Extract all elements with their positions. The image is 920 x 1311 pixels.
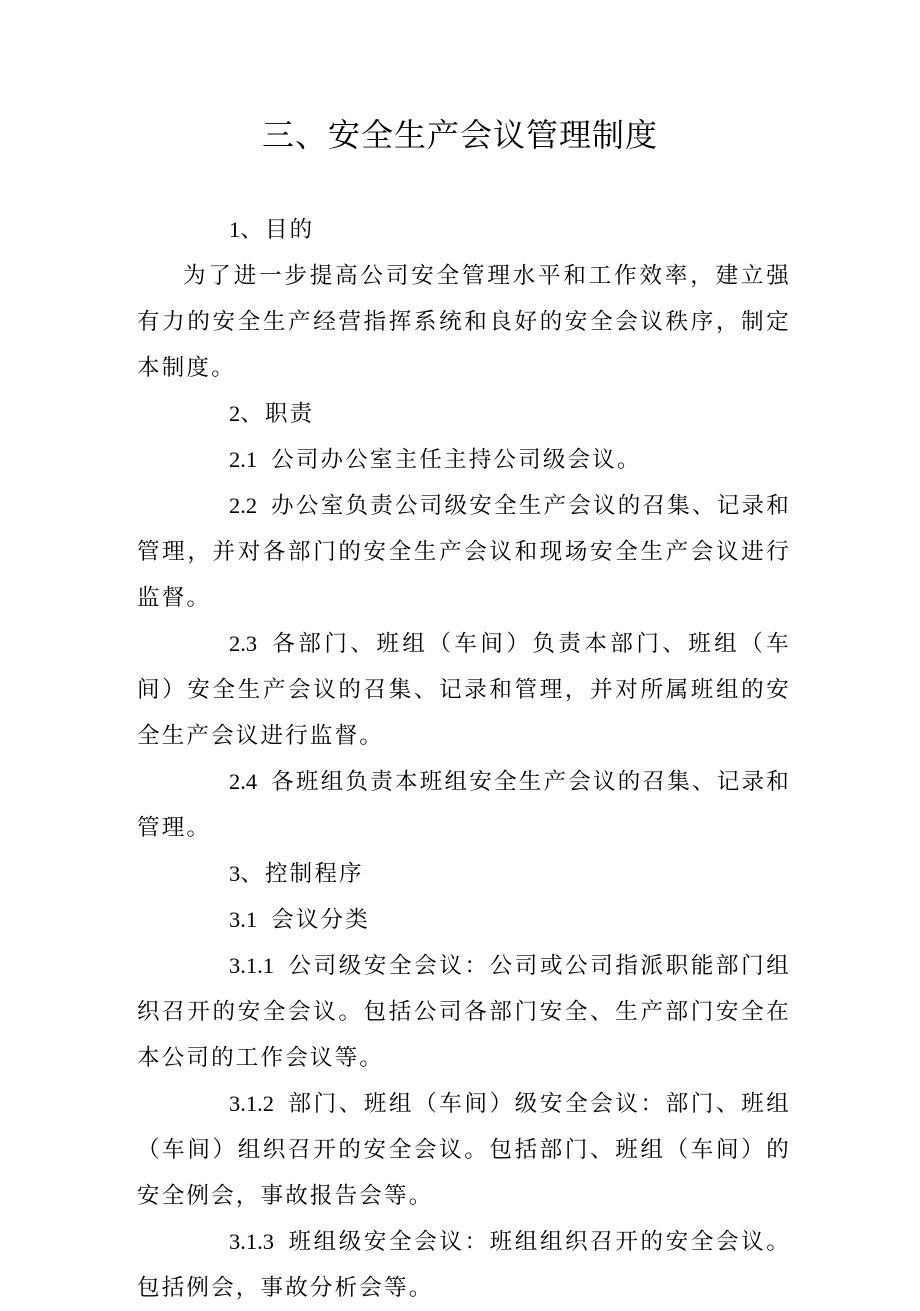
clause-3-1-2 [137, 1081, 791, 1219]
clause-3-1-3 [137, 1219, 791, 1311]
section-heading-purpose [137, 207, 791, 253]
clause-number: 2.1 [229, 447, 258, 472]
document-title: 三、安全生产会议管理制度 [261, 116, 658, 154]
paragraph-text: 为了进一步提高公司安全管理水平和工作效率，建立强有力的安全生产经营指挥系统和良好的安全会议秩序，制定本制度。 [137, 263, 791, 381]
paragraph-purpose [137, 253, 791, 391]
clause-number: 3.1 [229, 907, 258, 932]
document-body [137, 207, 791, 1311]
clause-text: 办公室负责公司级安全生产会议的召集、记录和管理，并对各部门的安全生产会议和现场安全生产会议进行监督。 [137, 493, 791, 611]
section-number: 2 [229, 401, 241, 426]
section-number: 1 [229, 217, 241, 242]
clause-number: 2.3 [229, 631, 258, 656]
section-heading-duties [137, 391, 791, 437]
clause-text: 各部门、班组（车间）负责本部门、班组（车间）安全生产会议的召集、记录和管理，并对所属班组的安全生产会议进行监督。 [137, 631, 791, 749]
clause-2-3 [137, 621, 791, 759]
clause-3-1 [137, 897, 791, 943]
clause-number: 3.1.2 [229, 1091, 274, 1116]
clause-text: 公司办公室主任主持公司级会议。 [271, 447, 642, 473]
clause-number: 2.4 [229, 769, 258, 794]
section-text: 、职责 [240, 401, 315, 427]
clause-text: 各班组负责本班组安全生产会议的召集、记录和管理。 [137, 769, 791, 841]
section-heading-procedure [137, 851, 791, 897]
section-text: 、控制程序 [240, 861, 364, 887]
clause-text: 部门、班组（车间）级安全会议：部门、班组（车间）组织召开的安全会议。包括部门、班组（车间）的安全例会，事故报告会等。 [137, 1091, 791, 1209]
clause-2-4 [137, 759, 791, 851]
clause-2-2 [137, 483, 791, 621]
clause-number: 3.1.3 [229, 1229, 274, 1254]
section-number: 3 [229, 861, 241, 886]
clause-2-1 [137, 437, 791, 483]
section-text: 、目的 [240, 217, 315, 243]
clause-number: 3.1.1 [229, 953, 274, 978]
clause-number: 2.2 [229, 493, 258, 518]
clause-text: 会议分类 [271, 907, 370, 933]
clause-text: 班组级安全会议：班组组织召开的安全会议。包括例会，事故分析会等。 [137, 1229, 791, 1301]
clause-3-1-1 [137, 943, 791, 1081]
clause-text: 公司级安全会议：公司或公司指派职能部门组织召开的安全会议。包括公司各部门安全、生产部门安全在本公司的工作会议等。 [137, 953, 791, 1071]
